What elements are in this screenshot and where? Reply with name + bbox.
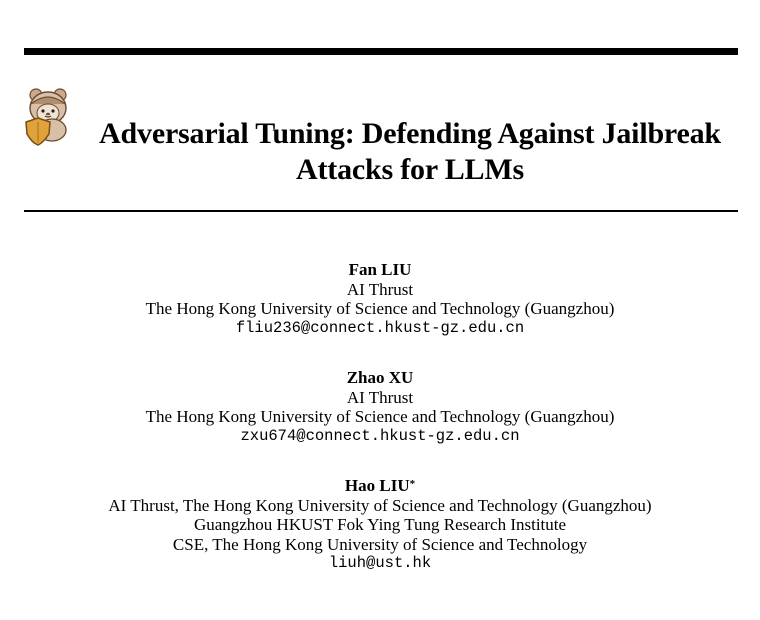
author-affiliation: The Hong Kong University of Science and Technology (Guangzhou)	[145, 299, 615, 318]
author-affiliation: AI Thrust	[346, 387, 414, 407]
title-line-1: Adversarial Tuning: Defending Against Jailbreak	[99, 117, 721, 150]
bottom-rule	[24, 210, 738, 212]
author-email: fliu236@connect.hkust-gz.edu.cn	[235, 318, 525, 337]
author-name-line	[0, 476, 760, 496]
author-affiliation: The Hong Kong University of Science and Technology (Guangzhou)	[145, 407, 615, 426]
corresponding-author-mark: *	[409, 478, 416, 490]
author-name: Fan LIU	[348, 260, 412, 279]
author-affiliation: AI Thrust, The Hong Kong University of Science and Technology (Guangzhou)	[108, 495, 652, 515]
author-block	[0, 476, 760, 574]
author-affiliation: AI Thrust	[346, 279, 414, 299]
author-affiliation: Guangzhou HKUST Fok Ying Tung Research Institute	[193, 515, 567, 534]
author-block	[0, 368, 760, 446]
author-list	[0, 260, 760, 604]
author-email: zxu674@connect.hkust-gz.edu.cn	[240, 426, 520, 445]
bear-with-shield-logo-icon	[22, 86, 74, 148]
author-name: Hao LIU	[344, 476, 410, 495]
author-email: liuh@ust.hk	[328, 554, 432, 572]
author-name: Zhao XU	[346, 368, 414, 387]
top-rule	[24, 48, 738, 55]
paper-title	[78, 116, 742, 188]
author-affiliation: CSE, The Hong Kong University of Science and Technology	[172, 534, 588, 554]
title-line-2: Attacks for LLMs	[296, 153, 524, 186]
author-block	[0, 260, 760, 338]
